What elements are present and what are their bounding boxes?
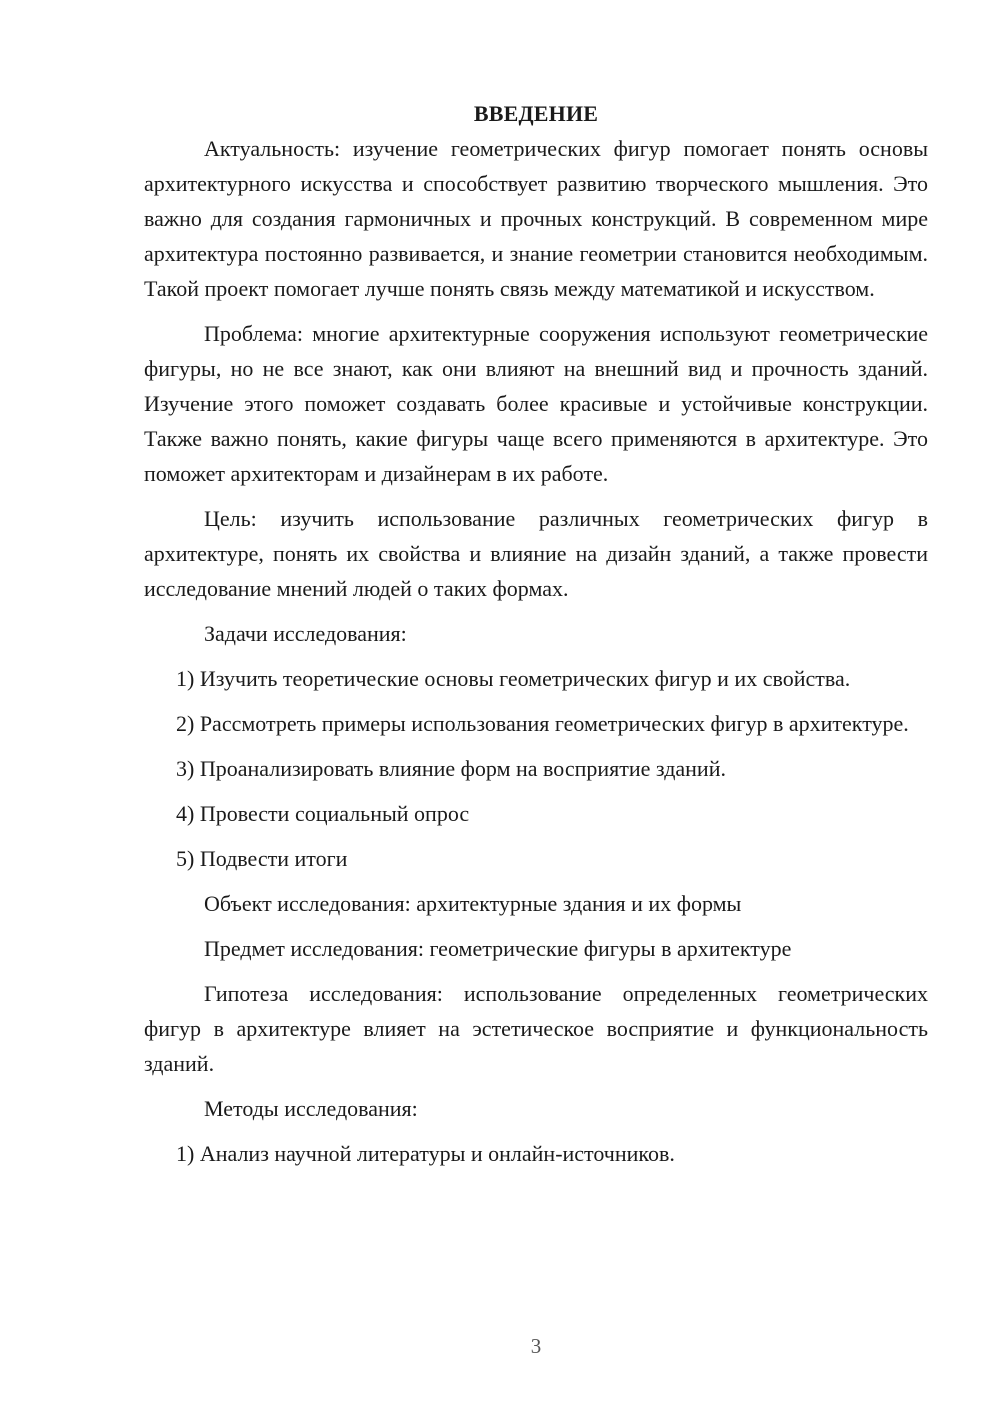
page-number: 3 (530, 1334, 542, 1358)
task-item-3: 3) Проанализировать влияние форм на восприятие зданий. (176, 756, 726, 781)
object-paragraph: Объект исследования: архитектурные здания и их формы (204, 891, 742, 916)
subject-paragraph: Предмет исследования: геометрические фигуры в архитектуре (204, 936, 792, 961)
problem-paragraph: Проблема: многие архитектурные сооружения используют геометрические фигуры, но не все знают, как они влияют на внешний вид и прочность зданий. Изучение этого поможет создавать более красивые и устойчивые конструкции. Также важно понять, какие фигуры чаще всего применяются в архитектуре. Это поможет архитекторам и дизайнерам в их работе. (144, 321, 928, 486)
tasks-heading: Задачи исследования: (204, 621, 407, 646)
task-item-4: 4) Провести социальный опрос (176, 801, 470, 826)
section-title: ВВЕДЕНИЕ (473, 101, 599, 126)
task-item-1: 1) Изучить теоретические основы геометрических фигур и их свойства. (176, 666, 851, 691)
method-item-1: 1) Анализ научной литературы и онлайн-источников. (176, 1141, 675, 1166)
methods-heading: Методы исследования: (204, 1096, 418, 1121)
task-item-2: 2) Рассмотреть примеры использования геометрических фигур в архитектуре. (176, 711, 909, 736)
relevance-paragraph: Актуальность: изучение геометрических фигур помогает понять основы архитектурного искусства и способствует развитию творческого мышления. Это важно для создания гармоничных и прочных конструкций. В современном мире архитектура постоянно развивается, и знание геометрии становится необходимым. Такой проект помогает лучше понять связь между математикой и искусством. (144, 136, 928, 301)
task-item-5: 5) Подвести итоги (176, 846, 348, 871)
hypothesis-paragraph: Гипотеза исследования: использование определенных геометрических фигур в архитектуре влияет на эстетическое восприятие и функциональность зданий. (144, 981, 928, 1076)
goal-paragraph: Цель: изучить использование различных геометрических фигур в архитектуре, понять их свойства и влияние на дизайн зданий, а также провести исследование мнений людей о таких формах. (144, 506, 928, 601)
document-page (144, 96, 928, 1171)
